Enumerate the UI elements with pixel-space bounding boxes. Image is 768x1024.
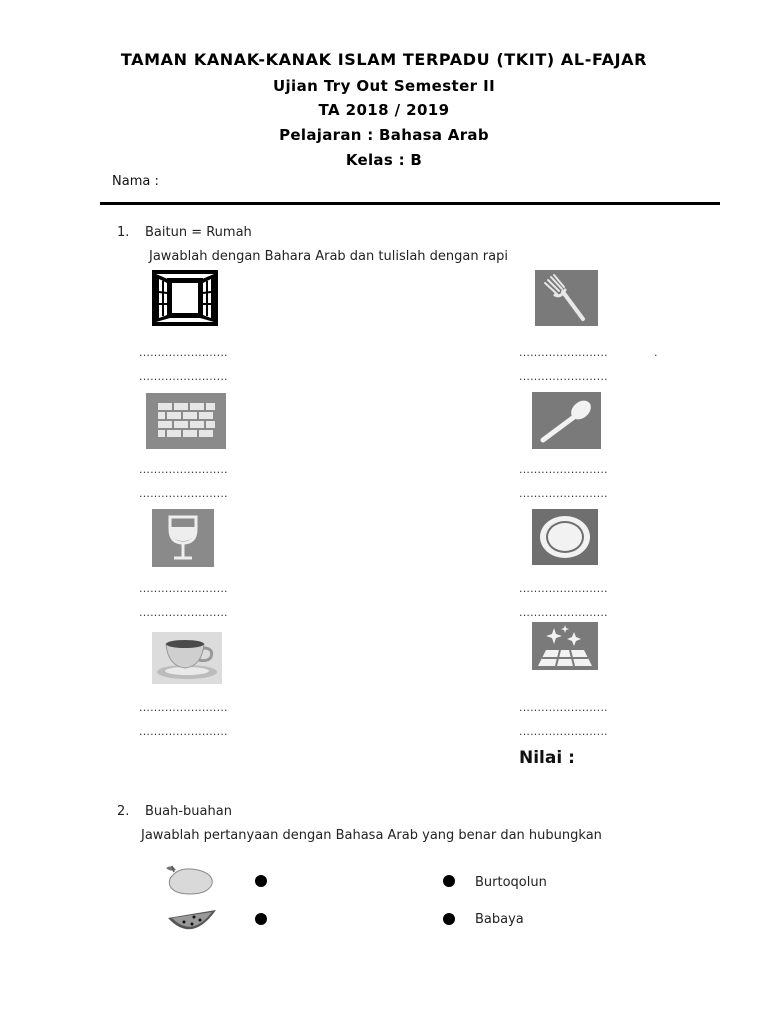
answer-line[interactable]: ........................ <box>519 370 608 383</box>
section1-instruction: Jawablah dengan Bahara Arab dan tulislah dengan rapi <box>149 249 508 264</box>
fork-icon <box>535 270 598 326</box>
class-label: Kelas : B <box>345 151 423 169</box>
stray-dot: . <box>654 346 658 359</box>
section2-instruction: Jawablah pertanyaan dengan Bahasa Arab yang benar dan hubungkan <box>141 828 602 843</box>
answer-line[interactable]: ........................ <box>139 463 228 476</box>
window-icon <box>152 270 218 326</box>
spoon-icon <box>532 392 601 449</box>
section2-number: 2. <box>117 804 130 819</box>
answer-line[interactable]: ........................ <box>519 463 608 476</box>
exam-title: Ujian Try Out Semester II <box>272 77 496 95</box>
answer-line[interactable]: ........................ <box>139 582 228 595</box>
match-dot-left[interactable] <box>255 913 267 925</box>
section1-title: Baitun = Rumah <box>145 225 252 240</box>
answer-line[interactable]: ........................ <box>139 701 228 714</box>
answer-line[interactable]: ........................ <box>519 701 608 714</box>
answer-line[interactable]: ........................ <box>139 487 228 500</box>
school-name: TAMAN KANAK-KANAK ISLAM TERPADU (TKIT) AL-FAJAR <box>120 50 648 69</box>
mango-icon <box>160 862 216 898</box>
academic-year: TA 2018 / 2019 <box>318 101 450 119</box>
name-label: Nama : <box>112 174 159 189</box>
answer-option: Babaya <box>475 912 524 927</box>
section2-title: Buah-buahan <box>145 804 232 819</box>
answer-line[interactable]: ........................ <box>519 487 608 500</box>
section1-number: 1. <box>117 225 130 240</box>
answer-line[interactable]: ........................ <box>519 582 608 595</box>
subject: Pelajaran : Bahasa Arab <box>279 126 489 144</box>
answer-line[interactable]: ........................ <box>519 725 608 738</box>
watermelon-icon <box>166 904 218 938</box>
answer-line[interactable]: ........................ <box>139 725 228 738</box>
match-dot-right[interactable] <box>443 875 455 887</box>
answer-line[interactable]: ........................ <box>519 346 608 359</box>
teacup-icon <box>152 632 222 684</box>
match-dot-right[interactable] <box>443 913 455 925</box>
answer-line[interactable]: ........................ <box>519 606 608 619</box>
answer-option: Burtoqolun <box>475 875 547 890</box>
answer-line[interactable]: ........................ <box>139 346 228 359</box>
wine-glass-icon <box>152 509 214 567</box>
header-divider <box>100 202 720 205</box>
plate-icon <box>532 509 598 565</box>
answer-line[interactable]: ........................ <box>139 370 228 383</box>
score-label: Nilai : <box>519 748 575 768</box>
answer-line[interactable]: ........................ <box>139 606 228 619</box>
brick-wall-icon <box>146 393 226 449</box>
match-dot-left[interactable] <box>255 875 267 887</box>
clean-floor-icon <box>532 622 598 670</box>
